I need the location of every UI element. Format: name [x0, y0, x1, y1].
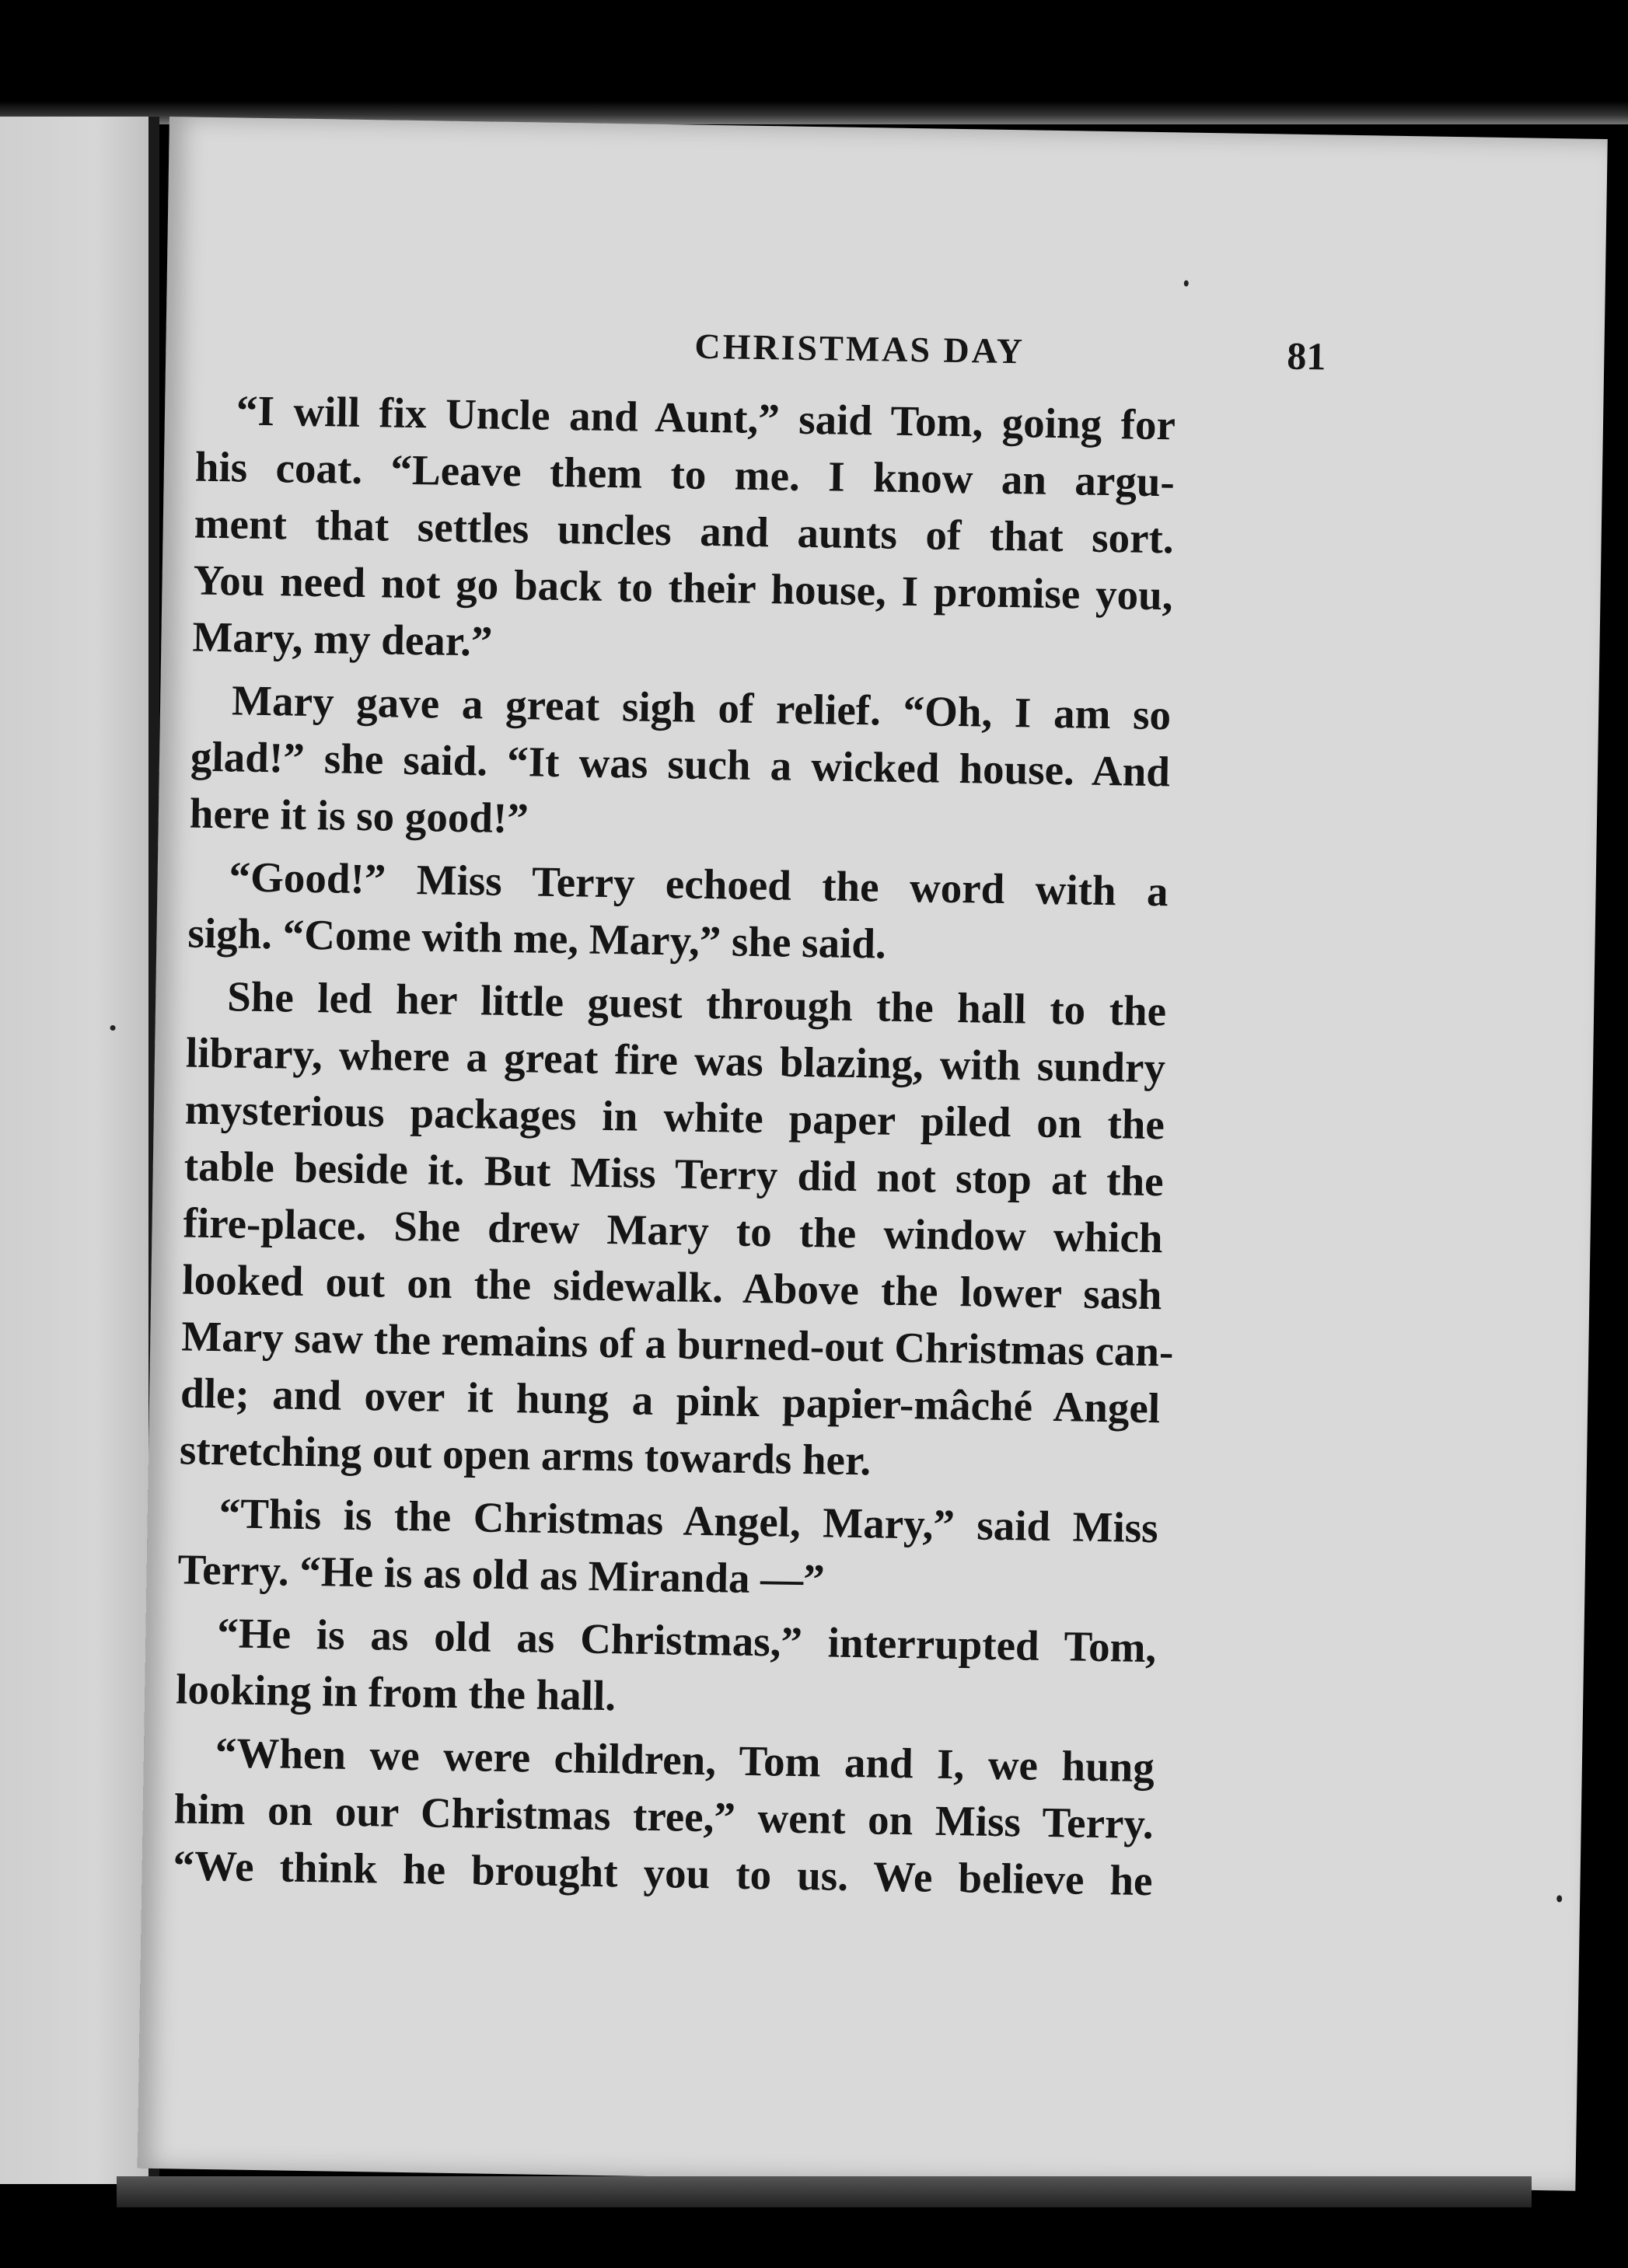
paragraph [173, 1723, 1155, 1909]
text-line: mysterious packages in white paper piled on the [184, 1085, 1165, 1149]
text-line: Mary saw the remains of a burned-out Christmas can- [180, 1312, 1174, 1376]
page-number: 81 [1286, 333, 1326, 379]
text-line: him on our Christmas tree,” went on Miss Terry. [173, 1785, 1155, 1848]
book-page [138, 117, 1608, 2191]
text-line: “This is the Christmas Angel, Mary,” said Miss [218, 1489, 1159, 1552]
text-line: “When we were children, Tom and I, we hung [215, 1729, 1155, 1792]
speck [1184, 281, 1189, 287]
text-line: “Good!” Miss Terry echoed the word with a [229, 853, 1169, 916]
running-title: CHRISTMAS DAY [694, 326, 1025, 372]
text-line: sigh. “Come with me, Mary,” she said. [187, 909, 887, 968]
text-line: glad!” she said. “It was such a wicked house. And [190, 732, 1171, 796]
text-line: library, where a great fire was blazing, with sundry [185, 1028, 1166, 1092]
paragraph [192, 382, 1176, 681]
text-line: dle; and over it hung a pink papier-mâché Angel [180, 1369, 1161, 1432]
text-line: stretching out open arms towards her. [179, 1425, 872, 1485]
paragraph [176, 1603, 1157, 1732]
text-line: looked out on the sidewalk. Above the lower sash [182, 1255, 1162, 1319]
paragraph [179, 967, 1174, 1493]
text-line: looking in from the hall. [175, 1665, 617, 1720]
text-line: Mary, my dear.” [192, 612, 493, 665]
previous-page-edge [0, 117, 159, 2184]
text-line: Terry. “He is as old as Miranda —” [177, 1545, 826, 1603]
text-line: She led her little guest through the hall to the [226, 972, 1167, 1035]
text-line: You need not go back to their house, I promise you, [193, 556, 1173, 619]
text-line: fire-place. She drew Mary to the window which [183, 1199, 1163, 1262]
paragraph [187, 848, 1169, 977]
text-line: here it is so good!” [189, 789, 529, 843]
text-line: table beside it. But Miss Terry did not stop at the [183, 1142, 1165, 1206]
text-line: Mary gave a great sigh of relief. “Oh, I am so [231, 676, 1172, 739]
text-line: ment that settles uncles and aunts of that sort. [194, 499, 1175, 563]
text-line: his coat. “Leave them to me. I know an argu- [194, 442, 1176, 506]
page-bottom-edge [117, 2176, 1532, 2207]
page-header [166, 317, 1333, 390]
body-text [173, 382, 1176, 1916]
speck [1556, 1895, 1562, 1902]
paragraph [189, 672, 1171, 857]
text-line: “I will fix Uncle and Aunt,” said Tom, going for [236, 386, 1176, 449]
text-line: “We think he brought you to us. We believe he [173, 1841, 1153, 1905]
speck [110, 1025, 116, 1031]
paragraph [177, 1484, 1158, 1613]
text-line: “He is as old as Christmas,” interrupted Tom, [216, 1609, 1157, 1672]
